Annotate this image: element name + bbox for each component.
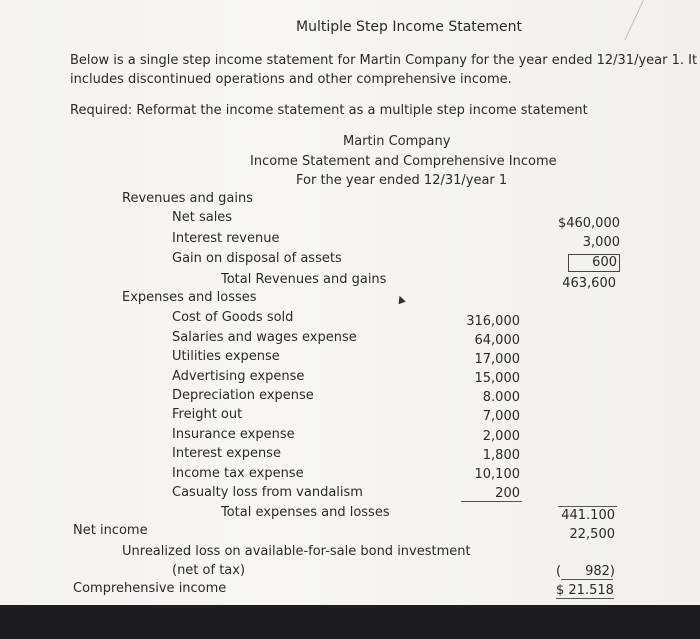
- statement-period: For the year ended 12/31/year 1: [296, 173, 508, 188]
- expense-label: Income tax expense: [172, 466, 304, 481]
- oci-amount: 982): [585, 564, 615, 579]
- net-income-label: Net income: [73, 523, 148, 538]
- expense-label: Cost of Goods sold: [172, 310, 294, 325]
- intro-line-2: includes discontinued operations and other comprehensive income.: [70, 72, 512, 87]
- cursor-arrow-icon: ▲: [395, 293, 407, 306]
- expense-amount: 64,000: [474, 333, 520, 348]
- revenue-label: Gain on disposal of assets: [172, 251, 342, 266]
- expense-label: Salaries and wages expense: [172, 330, 357, 345]
- expense-amount: 7,000: [482, 409, 520, 424]
- page-title: Multiple Step Income Statement: [296, 19, 523, 35]
- comprehensive-double-underline: [556, 598, 614, 599]
- oci-label-line-1: Unrealized loss on available-for-sale bond investment: [122, 544, 471, 559]
- expense-label: Depreciation expense: [172, 388, 314, 403]
- revenue-amount: 3,000: [582, 235, 620, 250]
- intro-line-1: Below is a single step income statement for Martin Company for the year ended 12/31/year 1. It: [70, 53, 698, 68]
- oci-label-line-2: (net of tax): [172, 563, 246, 578]
- dark-bottom-bar: [0, 605, 700, 639]
- expense-label: Utilities expense: [172, 349, 280, 364]
- gain-amount-box: 600: [568, 254, 620, 272]
- expense-amount: 2,000: [482, 429, 520, 444]
- expense-amount: 1,800: [482, 448, 520, 463]
- expense-label: Freight out: [172, 407, 243, 422]
- revenue-label: Net sales: [172, 210, 233, 225]
- expense-amount: 8.000: [482, 390, 520, 405]
- total-expenses-underline: [558, 506, 617, 507]
- total-expenses-label: Total expenses and losses: [221, 505, 390, 520]
- expense-label: Casualty loss from vandalism: [172, 485, 363, 500]
- net-income-amount: 22,500: [569, 527, 615, 542]
- total-revenues-label: Total Revenues and gains: [221, 272, 387, 287]
- revenue-label: Interest revenue: [172, 231, 280, 246]
- revenues-heading: Revenues and gains: [122, 191, 253, 206]
- expense-amount: 316,000: [466, 314, 520, 329]
- comprehensive-income-amount: $ 21.518: [556, 583, 614, 598]
- revenue-amount: $460,000: [557, 216, 620, 231]
- expense-amount: 10,100: [474, 467, 520, 482]
- expenses-heading: Expenses and losses: [122, 290, 257, 305]
- expense-label: Advertising expense: [172, 369, 305, 384]
- statement-name: Income Statement and Comprehensive Income: [250, 154, 557, 169]
- comprehensive-income-label: Comprehensive income: [73, 581, 227, 596]
- oci-underline: [561, 579, 613, 580]
- total-revenues-amount: 463,600: [562, 276, 616, 291]
- expense-amount: 15,000: [474, 371, 520, 386]
- expense-amount: 200: [495, 486, 520, 501]
- revenue-amount-boxed: [545, 254, 620, 272]
- oci-open-paren: (: [556, 564, 562, 579]
- expense-underline: [461, 501, 522, 502]
- expense-label: Insurance expense: [172, 427, 295, 442]
- expense-amount: 17,000: [474, 352, 520, 367]
- total-expenses-amount: 441.100: [561, 508, 615, 523]
- expense-label: Interest expense: [172, 446, 281, 461]
- company-name: Martin Company: [343, 134, 451, 149]
- required-text: Required: Reformat the income statement as a multiple step income statement: [70, 103, 588, 118]
